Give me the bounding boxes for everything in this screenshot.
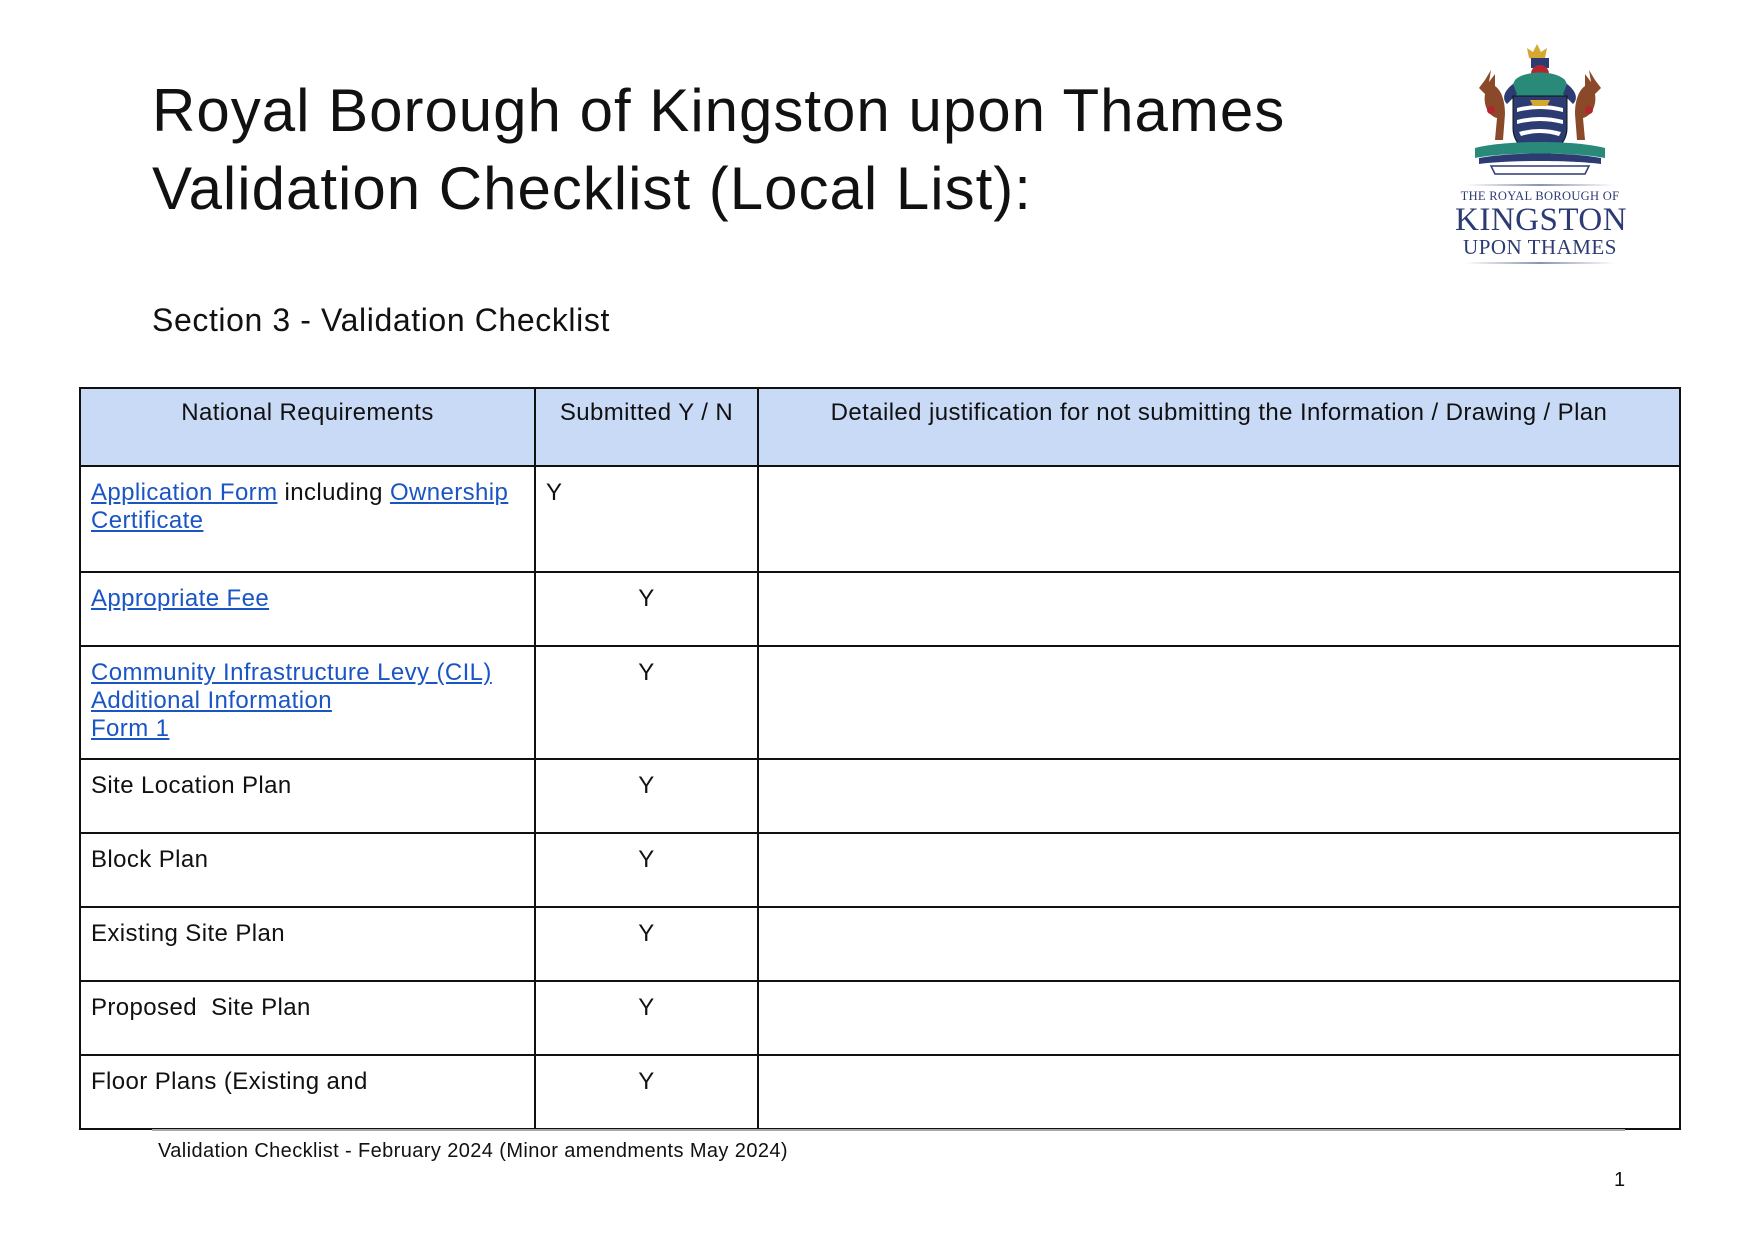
requirement-cell: Block Plan bbox=[80, 833, 535, 907]
logo-rule bbox=[1465, 184, 1615, 186]
validation-checklist-table bbox=[79, 387, 1681, 1130]
requirement-cell: Floor Plans (Existing and bbox=[80, 1055, 535, 1129]
logo-line-1: THE ROYAL BOROUGH OF bbox=[1460, 189, 1620, 203]
ownership-certificate-link[interactable]: Ownership Certificate bbox=[91, 479, 509, 534]
footer-divider bbox=[152, 1129, 1625, 1131]
header-submitted: Submitted Y / N bbox=[535, 388, 758, 466]
justification-cell[interactable] bbox=[758, 646, 1680, 759]
table-row bbox=[80, 466, 1680, 572]
cil-link-line-1: Community Infrastructure Levy (CIL) bbox=[91, 659, 492, 686]
table-header-row bbox=[80, 388, 1680, 466]
title-line-1: Royal Borough of Kingston upon Thames bbox=[152, 77, 1286, 144]
requirement-cell bbox=[80, 646, 535, 759]
submitted-cell[interactable]: Y bbox=[535, 572, 758, 646]
submitted-cell[interactable]: Y bbox=[535, 466, 758, 572]
justification-cell[interactable] bbox=[758, 759, 1680, 833]
justification-cell[interactable] bbox=[758, 833, 1680, 907]
justification-cell[interactable] bbox=[758, 981, 1680, 1055]
page-number: 1 bbox=[1614, 1169, 1626, 1191]
footer-text: Validation Checklist - February 2024 (Minor amendments May 2024) bbox=[158, 1140, 788, 1162]
justification-cell[interactable] bbox=[758, 907, 1680, 981]
submitted-cell[interactable]: Y bbox=[535, 833, 758, 907]
requirement-cell bbox=[80, 572, 535, 646]
appropriate-fee-link[interactable]: Appropriate Fee bbox=[91, 585, 270, 612]
header-national-requirements: National Requirements bbox=[80, 388, 535, 466]
application-form-link[interactable]: Application Form bbox=[91, 479, 278, 506]
logo-line-2: KINGSTON bbox=[1455, 201, 1628, 238]
council-logo bbox=[1455, 40, 1628, 259]
submitted-cell[interactable]: Y bbox=[535, 907, 758, 981]
requirement-text: including bbox=[277, 479, 390, 506]
table-row bbox=[80, 646, 1680, 759]
logo-wordmark bbox=[1455, 189, 1628, 259]
requirement-cell: Existing Site Plan bbox=[80, 907, 535, 981]
justification-cell[interactable] bbox=[758, 1055, 1680, 1129]
header-justification: Detailed justification for not submitting the Information / Drawing / Plan bbox=[758, 388, 1680, 466]
requirement-cell: Proposed Site Plan bbox=[80, 981, 535, 1055]
table-row bbox=[80, 759, 1680, 833]
table-row bbox=[80, 981, 1680, 1055]
coat-of-arms-icon bbox=[1455, 40, 1625, 180]
justification-cell[interactable] bbox=[758, 572, 1680, 646]
logo-rule-bottom bbox=[1465, 262, 1615, 264]
cil-link-line-2: Additional Information bbox=[91, 687, 332, 714]
table-row bbox=[80, 1055, 1680, 1129]
submitted-cell[interactable]: Y bbox=[535, 759, 758, 833]
requirement-cell: Site Location Plan bbox=[80, 759, 535, 833]
table-row bbox=[80, 572, 1680, 646]
submitted-cell[interactable]: Y bbox=[535, 981, 758, 1055]
section-heading: Section 3 - Validation Checklist bbox=[152, 302, 610, 338]
cil-form-link[interactable] bbox=[91, 659, 524, 743]
logo-line-3: UPON THAMES bbox=[1463, 234, 1617, 259]
table-row bbox=[80, 833, 1680, 907]
justification-cell[interactable] bbox=[758, 466, 1680, 572]
page-title bbox=[152, 72, 1285, 228]
table-row bbox=[80, 907, 1680, 981]
cil-link-line-3: Form 1 bbox=[91, 715, 170, 742]
requirement-cell bbox=[80, 466, 535, 572]
submitted-cell[interactable]: Y bbox=[535, 1055, 758, 1129]
title-line-2: Validation Checklist (Local List): bbox=[152, 155, 1032, 222]
submitted-cell[interactable]: Y bbox=[535, 646, 758, 759]
